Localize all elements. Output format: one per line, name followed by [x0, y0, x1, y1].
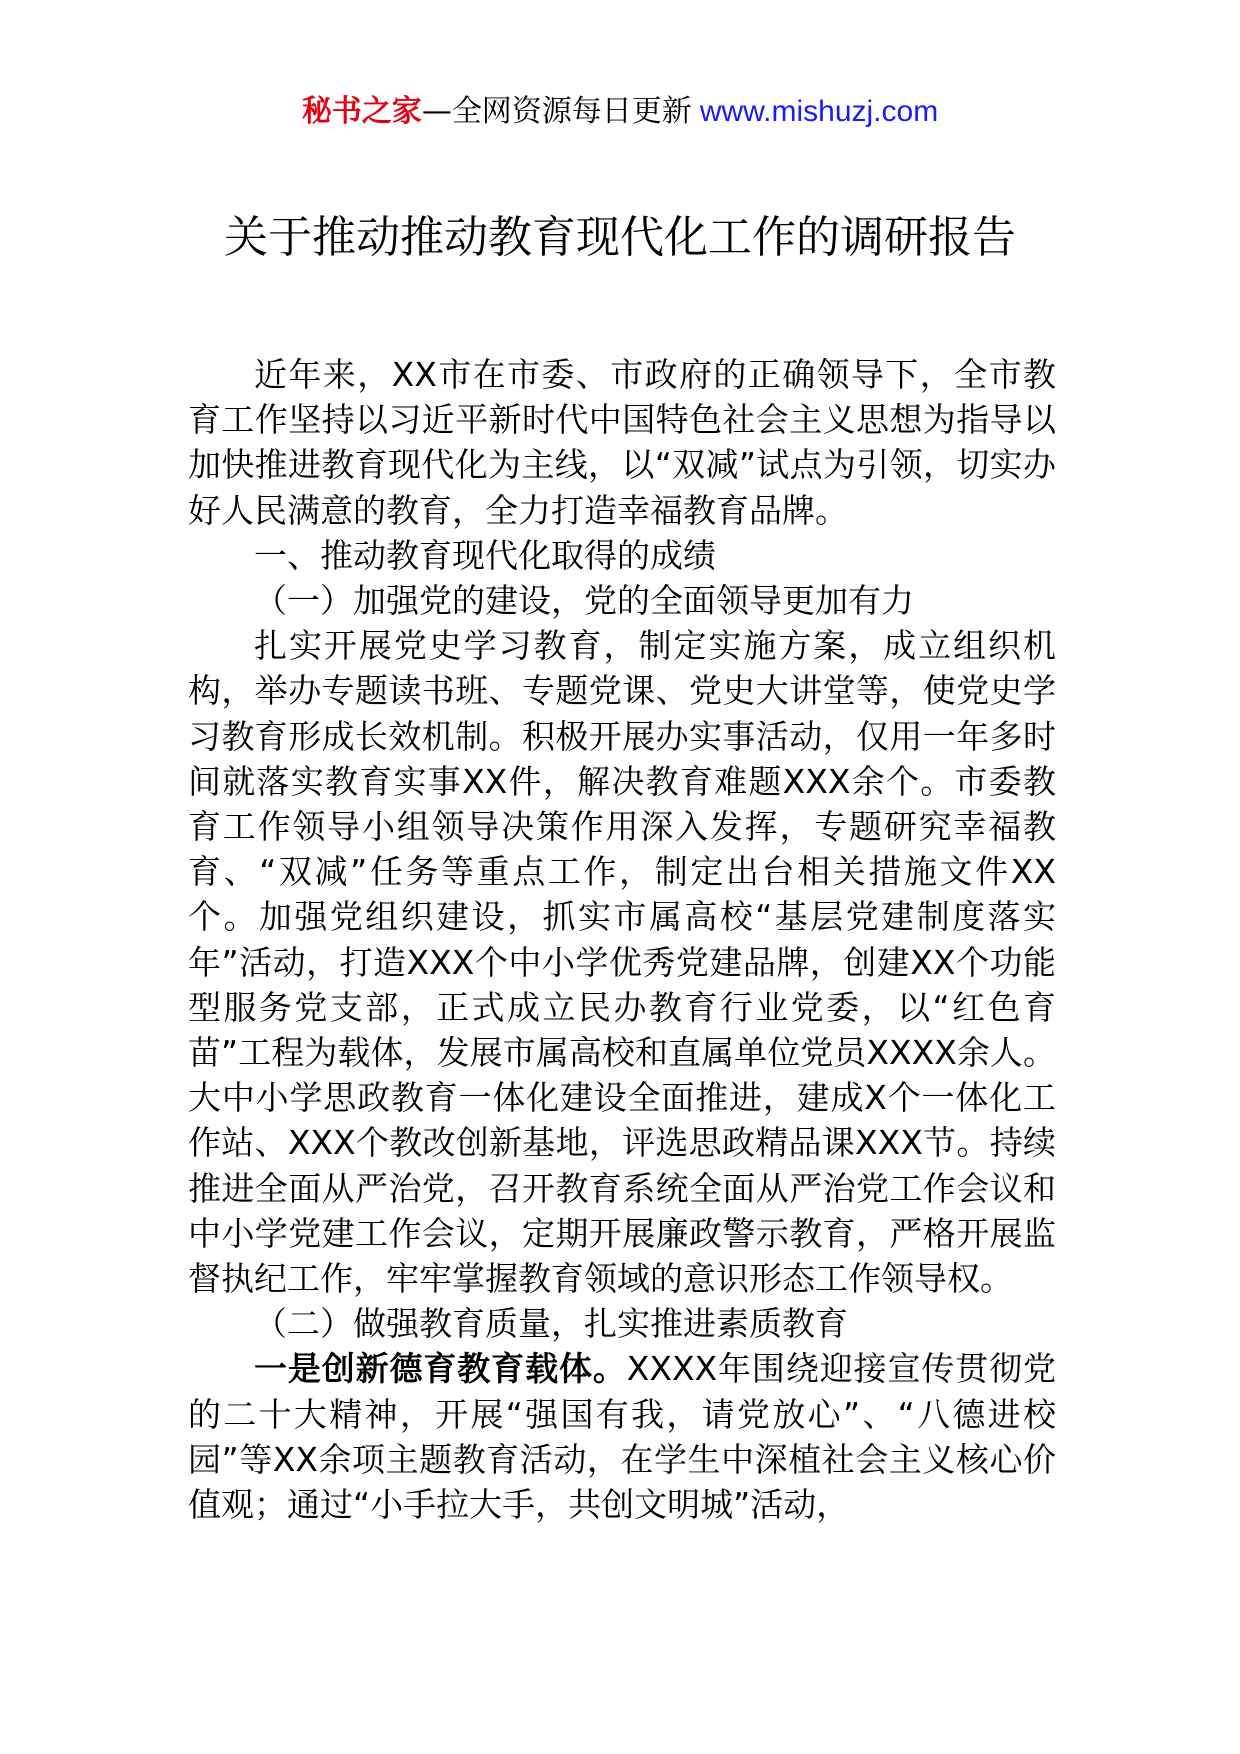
paragraph-text: （一）加强党的建设，党的全面领导更加有力: [254, 581, 914, 621]
site-tagline: —全网资源每日更新: [421, 94, 692, 129]
paragraph-text: （二）做强教育质量，扎实推进素质教育: [254, 1304, 848, 1344]
subsection-heading-1: [188, 578, 1056, 623]
paragraph-lead: 一是创新德育教育载体。: [254, 1349, 627, 1389]
paragraph-party-building: [188, 623, 1056, 1301]
paragraph-moral-education: [188, 1346, 1056, 1527]
paragraph-text: 扎实开展党史学习教育，制定实施方案，成立组织机构，举办专题读书班、专题党课、党史大讲堂等，使党史学习教育形成长效机制。积极开展办实事活动，仅用一年多时间就落实教育实事XX件，解决教育难题XXX余个。市委教育工作领导小组领导决策作用深入发挥，专题研究幸福教育、“双减”任务等重点工作，制定出台相关措施文件XX个。加强党组织建设，抓实市属高校“基层党建制度落实年”活动，打造XXX个中小学优秀党建品牌，创建XX个功能型服务党支部，正式成立民办教育行业党委，以“红色育苗”工程为载体，发展市属高校和直属单位党员XXXX余人。大中小学思政教育一体化建设全面推进，建成X个一体化工作站、XXX个教改创新基地，评选思政精品课XXX节。持续推进全面从严治党，召开教育系统全面从严治党工作会议和中小学党建工作会议，定期开展廉政警示教育，严格开展监督执纪工作，牢牢掌握教育领域的意识形态工作领导权。: [188, 626, 1056, 1299]
section-heading-1: [188, 533, 1056, 578]
site-url-link[interactable]: www.mishuzj.com: [699, 95, 939, 128]
site-header: [0, 92, 1240, 132]
paragraph-text: XXXX年围绕迎接宣传贯彻党的二十大精神，开展“强国有我，请党放心”、“八德进校园”等XX余项主题教育活动，在学生中深植社会主义核心价值观；通过“小手拉大手，共创文明城”活动，: [188, 1349, 1057, 1525]
paragraph-intro: [188, 352, 1056, 533]
paragraph-text: 近年来，XX市在市委、市政府的正确领导下，全市教育工作坚持以习近平新时代中国特色社会主义思想为指导以加快推进教育现代化为主线，以“双减”试点为引领，切实办好人民满意的教育，全力打造幸福教育品牌。: [188, 355, 1056, 530]
site-brand: 秘书之家: [301, 94, 422, 129]
document-title: 关于推动推动教育现代化工作的调研报告: [224, 212, 1016, 263]
subsection-heading-2: [188, 1301, 1056, 1346]
document-body: [188, 352, 1056, 1527]
paragraph-text: 一、推动教育现代化取得的成绩: [254, 535, 716, 575]
